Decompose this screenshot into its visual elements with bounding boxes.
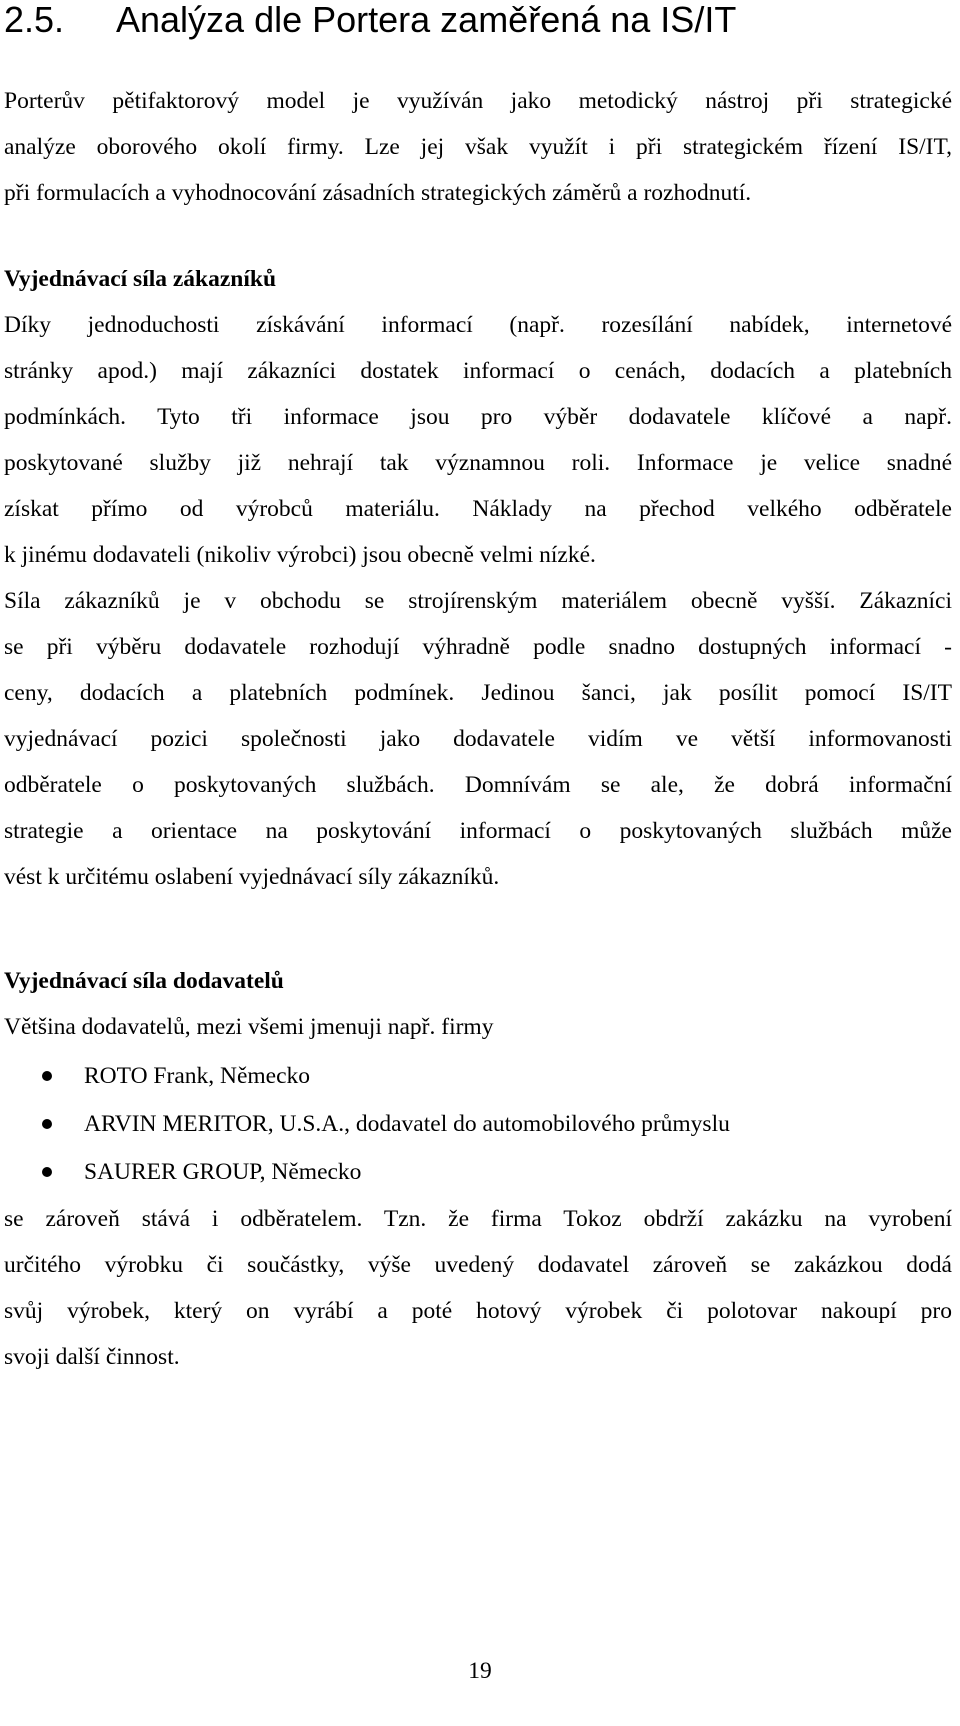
text-line: k jinému dodavateli (nikoliv výrobci) jsou obecně velmi nízké.	[4, 542, 596, 568]
bullet-icon	[42, 1167, 52, 1177]
list-item	[0, 1052, 948, 1100]
section-title: Analýza dle Portera zaměřená na IS/IT	[116, 0, 737, 40]
list-item-text: SAURER GROUP, Německo	[84, 1159, 362, 1185]
text-line: podmínkách. Tyto tři informace jsou pro výběr dodavatele klíčové a např.	[4, 404, 952, 430]
text-line: strategie a orientace na poskytování informací o poskytovaných službách může	[4, 818, 952, 844]
text-line: poskytované služby již nehrají tak významnou roli. Informace je velice snadné	[4, 450, 952, 476]
text-line: Díky jednoduchosti získávání informací (např. rozesílání nabídek, internetové	[4, 312, 952, 338]
text-line: Většina dodavatelů, mezi všemi jmenuji např. firmy	[4, 1014, 494, 1040]
text-line: svoji další činnost.	[4, 1344, 180, 1370]
text-line: vyjednávací pozici společnosti jako dodavatele vidím ve větší informovanosti	[4, 726, 952, 752]
text-line: se při výběru dodavatele rozhodují výhradně podle snadno dostupných informací -	[4, 634, 952, 660]
list-item-text: ROTO Frank, Německo	[84, 1063, 311, 1089]
section-heading	[4, 0, 736, 42]
text-line: získat přímo od výrobců materiálu. Náklady na přechod velkého odběratele	[4, 496, 952, 522]
suppliers-heading: Vyjednávací síla dodavatelů	[4, 968, 284, 994]
suppliers-intro	[4, 1004, 952, 1050]
customers-paragraph	[4, 302, 952, 900]
intro-paragraph	[4, 78, 952, 216]
text-line: analýze oborového okolí firmy. Lze jej však využít i při strategickém řízení IS/IT,	[4, 134, 952, 160]
list-item-text: ARVIN MERITOR, U.S.A., dodavatel do automobilového průmyslu	[84, 1111, 730, 1137]
list-item	[0, 1100, 948, 1148]
section-number: 2.5.	[4, 0, 65, 40]
page-number: 19	[468, 1658, 492, 1684]
text-line: ceny, dodacích a platebních podmínek. Jedinou šanci, jak posílit pomocí IS/IT	[4, 680, 952, 706]
suppliers-paragraph	[4, 1196, 952, 1380]
text-line: svůj výrobek, který on vyrábí a poté hotový výrobek či polotovar nakoupí pro	[4, 1298, 952, 1324]
text-line: při formulacích a vyhodnocování zásadních strategických záměrů a rozhodnutí.	[4, 180, 752, 206]
text-line: se zároveň stává i odběratelem. Tzn. že firma Tokoz obdrží zakázku na vyrobení	[4, 1206, 952, 1232]
text-line: Síla zákazníků je v obchodu se strojírenským materiálem obecně vyšší. Zákazníci	[4, 588, 952, 614]
list-item	[0, 1148, 948, 1196]
customers-heading: Vyjednávací síla zákazníků	[4, 266, 277, 292]
text-line: vést k určitému oslabení vyjednávací síly zákazníků.	[4, 864, 500, 890]
text-line: odběratele o poskytovaných službách. Domnívám se ale, že dobrá informační	[4, 772, 952, 798]
bullet-icon	[42, 1119, 52, 1129]
text-line: stránky apod.) mají zákazníci dostatek informací o cenách, dodacích a platebních	[4, 358, 952, 384]
suppliers-list	[0, 1052, 948, 1196]
bullet-icon	[42, 1071, 52, 1081]
text-line: určitého výrobku či součástky, výše uvedený dodavatel zároveň se zakázkou dodá	[4, 1252, 952, 1278]
text-line: Porterův pětifaktorový model je využíván jako metodický nástroj při strategické	[4, 88, 952, 114]
